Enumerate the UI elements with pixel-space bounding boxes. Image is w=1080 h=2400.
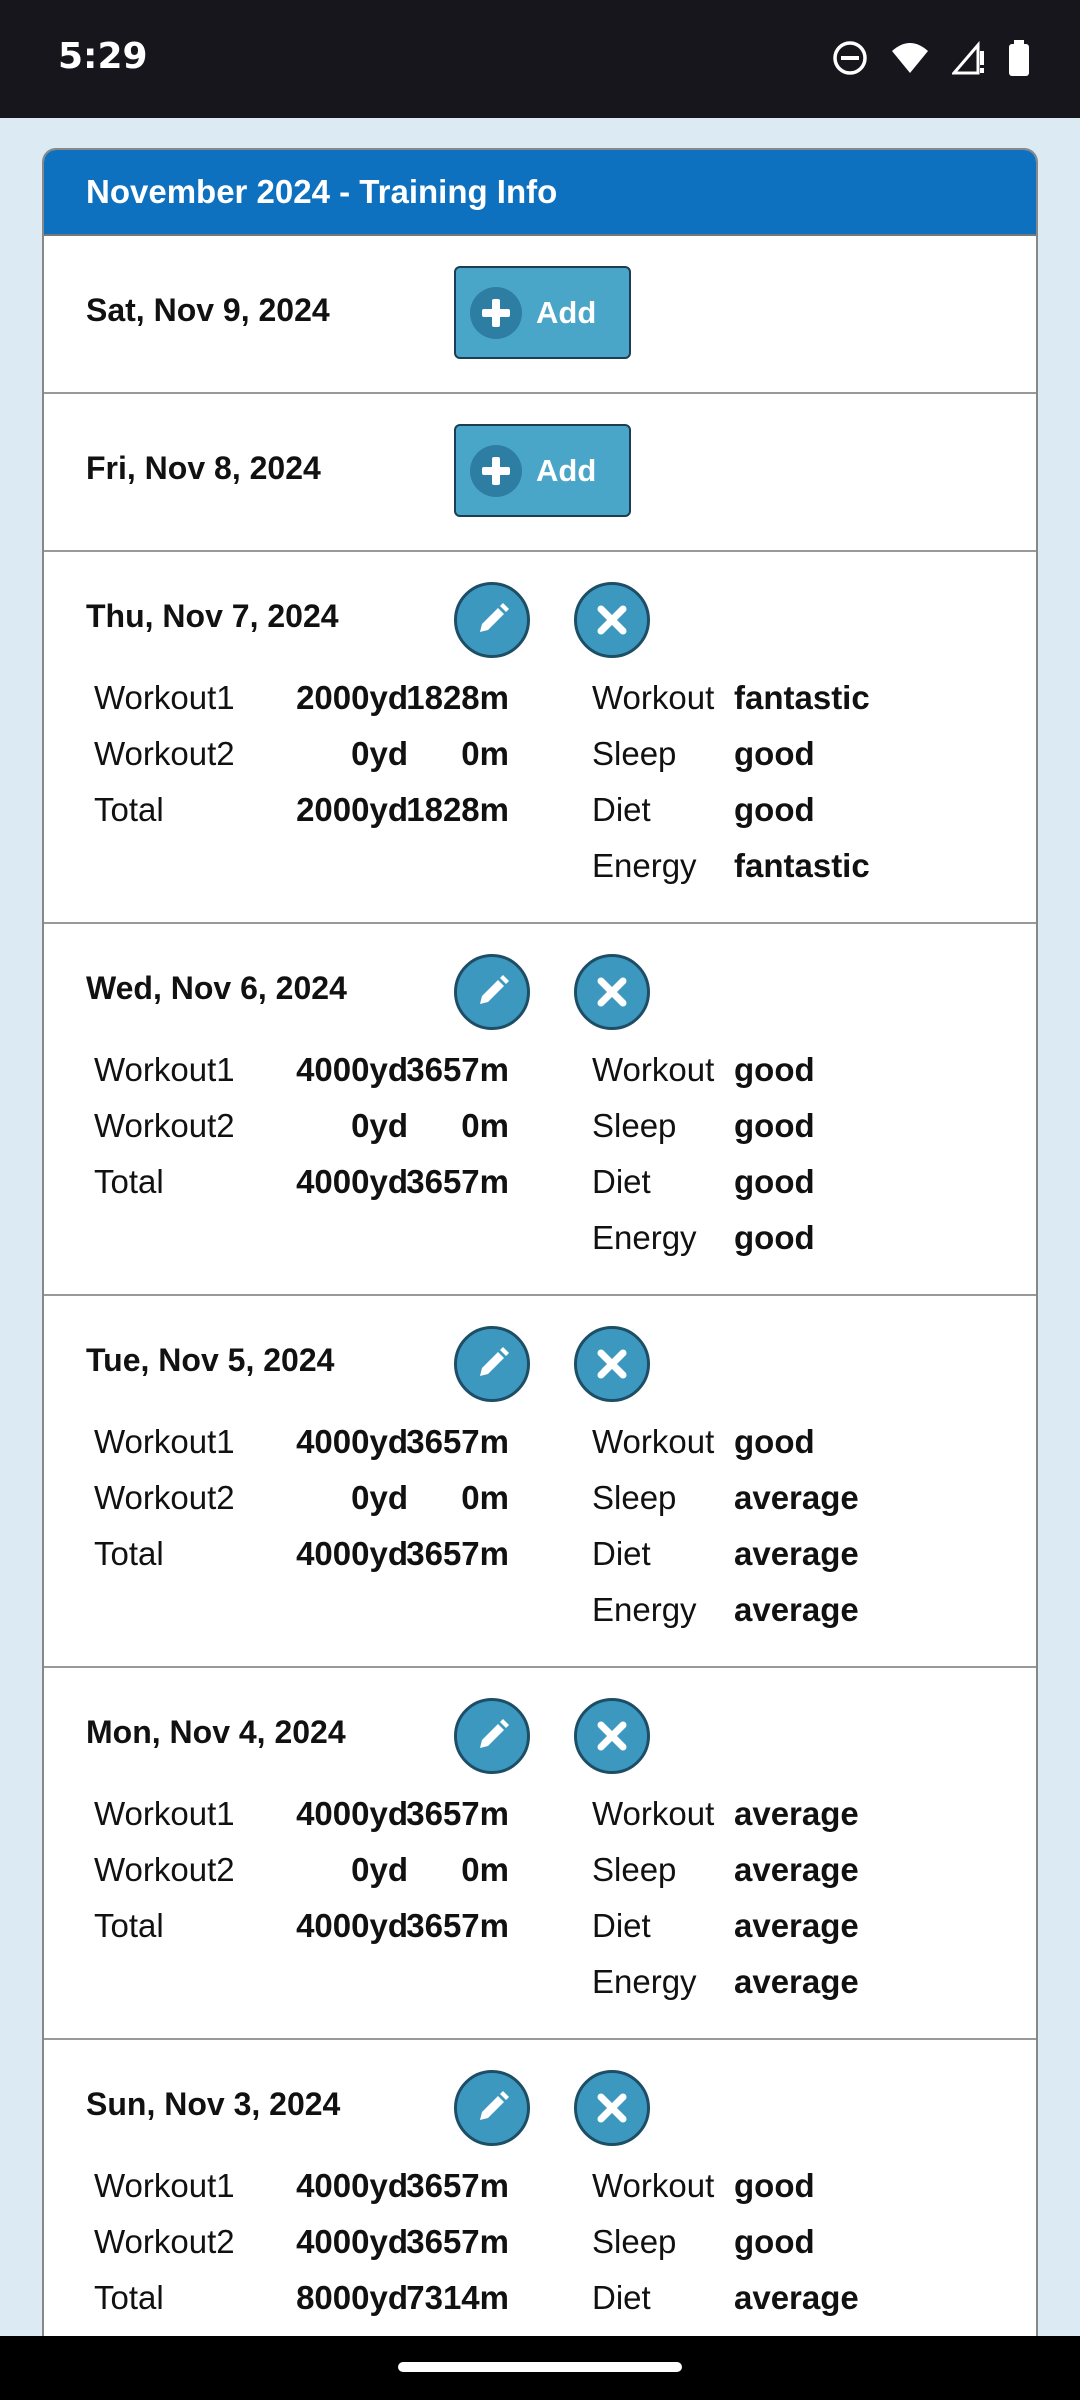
rating-label: Diet [592, 2279, 651, 2316]
pencil-icon [472, 972, 512, 1012]
meters-value: 1828m [406, 791, 509, 828]
rating-label: Sleep [592, 1107, 677, 1144]
yards-value: 0yd [351, 1107, 408, 1144]
yards-value: 4000yd [296, 1907, 408, 1944]
edit-button[interactable] [454, 1698, 530, 1774]
entry-date: Mon, Nov 4, 2024 [86, 1714, 346, 1750]
meters-value: 7314m [406, 2279, 509, 2316]
close-icon [592, 600, 632, 640]
rating-value: fantastic [734, 847, 870, 884]
rating-value: average [734, 1851, 859, 1888]
rating-row [592, 838, 992, 894]
rating-row [592, 670, 992, 726]
wifi-icon [890, 41, 930, 75]
add-label: Add [536, 294, 597, 330]
yards-value: 8000yd [296, 2279, 408, 2316]
entry-date: Sat, Nov 9, 2024 [86, 292, 330, 328]
rating-row [592, 1526, 992, 1582]
close-icon [592, 2088, 632, 2128]
rating-value: average [734, 1907, 859, 1944]
rating-row [592, 1842, 992, 1898]
rating-value: fantastic [734, 679, 870, 716]
meters-value: 3657m [406, 2223, 509, 2260]
rating-value: good [734, 2167, 815, 2204]
meters-value: 3657m [406, 1535, 509, 1572]
stat-label: Total [94, 1535, 164, 1572]
rating-row [592, 1786, 992, 1842]
meters-value: 0m [461, 1851, 509, 1888]
rating-row [592, 1954, 992, 2010]
day-entry [44, 924, 1036, 1296]
yards-value: 4000yd [296, 1795, 408, 1832]
rating-value: average [734, 1795, 859, 1832]
pencil-icon [472, 1716, 512, 1756]
delete-button[interactable] [574, 1326, 650, 1402]
rating-label: Sleep [592, 735, 677, 772]
rating-value: average [734, 1963, 859, 2000]
pencil-icon [472, 2088, 512, 2128]
rating-row [592, 1898, 992, 1954]
delete-button[interactable] [574, 2070, 650, 2146]
status-time: 5:29 [58, 36, 148, 77]
yards-value: 2000yd [296, 791, 408, 828]
entry-date: Tue, Nov 5, 2024 [86, 1342, 335, 1378]
rating-value: good [734, 1219, 815, 1256]
rating-row [592, 1154, 992, 1210]
close-icon [592, 1344, 632, 1384]
rating-row [592, 2214, 992, 2270]
close-icon [592, 1716, 632, 1756]
rating-label: Workout [592, 1051, 715, 1088]
do-not-disturb-icon [832, 40, 868, 76]
rating-label: Energy [592, 1219, 697, 1256]
rating-label: Workout [592, 679, 715, 716]
rating-value: good [734, 2223, 815, 2260]
yards-value: 4000yd [296, 2167, 408, 2204]
edit-button[interactable] [454, 1326, 530, 1402]
rating-value: average [734, 1591, 859, 1628]
meters-value: 3657m [406, 1163, 509, 1200]
entry-date: Sun, Nov 3, 2024 [86, 2086, 341, 2122]
meters-value: 3657m [406, 1051, 509, 1088]
signal-icon [952, 41, 986, 75]
stat-label: Workout2 [94, 1107, 235, 1144]
rating-value: good [734, 1163, 815, 1200]
meters-value: 3657m [406, 2167, 509, 2204]
rating-value: good [734, 1051, 815, 1088]
rating-value: good [734, 791, 815, 828]
navigation-bar [0, 2336, 1080, 2400]
rating-label: Energy [592, 1963, 697, 2000]
stat-label: Total [94, 791, 164, 828]
delete-button[interactable] [574, 1698, 650, 1774]
stat-label: Total [94, 1907, 164, 1944]
rating-label: Diet [592, 1163, 651, 1200]
training-panel [42, 148, 1038, 2400]
stat-label: Workout2 [94, 735, 235, 772]
yards-value: 0yd [351, 1851, 408, 1888]
stat-label: Workout2 [94, 1851, 235, 1888]
rating-row [592, 1414, 992, 1470]
plus-icon [470, 287, 522, 339]
rating-value: average [734, 2279, 859, 2316]
yards-value: 0yd [351, 735, 408, 772]
day-entry [44, 552, 1036, 924]
stat-label: Total [94, 2279, 164, 2316]
meters-value: 0m [461, 735, 509, 772]
rating-value: good [734, 735, 815, 772]
add-label: Add [536, 452, 597, 488]
status-icons [832, 36, 1030, 80]
rating-value: good [734, 1107, 815, 1144]
rating-row [592, 1582, 992, 1638]
entry-date: Wed, Nov 6, 2024 [86, 970, 347, 1006]
rating-label: Sleep [592, 1479, 677, 1516]
rating-value: average [734, 1479, 859, 1516]
rating-label: Energy [592, 1591, 697, 1628]
meters-value: 1828m [406, 679, 509, 716]
rating-label: Workout [592, 1423, 715, 1460]
yards-value: 4000yd [296, 1535, 408, 1572]
ratings [592, 1042, 992, 1266]
delete-button[interactable] [574, 582, 650, 658]
pencil-icon [472, 600, 512, 640]
stat-label: Workout2 [94, 2223, 235, 2260]
edit-button[interactable] [454, 582, 530, 658]
rating-row [592, 1210, 992, 1266]
pencil-icon [472, 1344, 512, 1384]
rating-row [592, 1470, 992, 1526]
meters-value: 0m [461, 1107, 509, 1144]
rating-row [592, 1098, 992, 1154]
rating-label: Energy [592, 847, 697, 884]
battery-icon [1008, 40, 1030, 76]
panel-title: November 2024 - Training Info [44, 150, 1036, 236]
day-entry [44, 1296, 1036, 1668]
rating-row [592, 1042, 992, 1098]
rating-label: Workout [592, 1795, 715, 1832]
yards-value: 4000yd [296, 2223, 408, 2260]
ratings [592, 1414, 992, 1638]
stat-label: Total [94, 1163, 164, 1200]
stat-label: Workout1 [94, 1051, 235, 1088]
yards-value: 4000yd [296, 1051, 408, 1088]
rating-label: Diet [592, 1907, 651, 1944]
meters-value: 3657m [406, 1907, 509, 1944]
meters-value: 3657m [406, 1423, 509, 1460]
day-entry [44, 236, 1036, 394]
rating-row [592, 782, 992, 838]
rating-label: Diet [592, 791, 651, 828]
add-button[interactable] [454, 266, 631, 359]
entry-date: Thu, Nov 7, 2024 [86, 598, 339, 634]
rating-row [592, 726, 992, 782]
yards-value: 4000yd [296, 1423, 408, 1460]
stat-label: Workout1 [94, 2167, 235, 2204]
yards-value: 0yd [351, 1479, 408, 1516]
meters-value: 3657m [406, 1795, 509, 1832]
day-entry [44, 1668, 1036, 2040]
delete-button[interactable] [574, 954, 650, 1030]
rating-row [592, 2158, 992, 2214]
status-bar [0, 0, 1080, 118]
add-button[interactable] [454, 424, 631, 517]
edit-button[interactable] [454, 954, 530, 1030]
rating-label: Diet [592, 1535, 651, 1572]
meters-value: 0m [461, 1479, 509, 1516]
stat-label: Workout1 [94, 1423, 235, 1460]
home-handle[interactable] [398, 2362, 682, 2372]
rating-label: Sleep [592, 2223, 677, 2260]
rating-label: Sleep [592, 1851, 677, 1888]
entry-date: Fri, Nov 8, 2024 [86, 450, 321, 486]
day-entry [44, 394, 1036, 552]
ratings [592, 670, 992, 894]
plus-icon [470, 445, 522, 497]
stat-label: Workout2 [94, 1479, 235, 1516]
ratings [592, 1786, 992, 2010]
rating-row [592, 2270, 992, 2326]
edit-button[interactable] [454, 2070, 530, 2146]
rating-value: average [734, 1535, 859, 1572]
rating-label: Workout [592, 2167, 715, 2204]
yards-value: 4000yd [296, 1163, 408, 1200]
stat-label: Workout1 [94, 1795, 235, 1832]
close-icon [592, 972, 632, 1012]
rating-value: good [734, 1423, 815, 1460]
yards-value: 2000yd [296, 679, 408, 716]
stat-label: Workout1 [94, 679, 235, 716]
